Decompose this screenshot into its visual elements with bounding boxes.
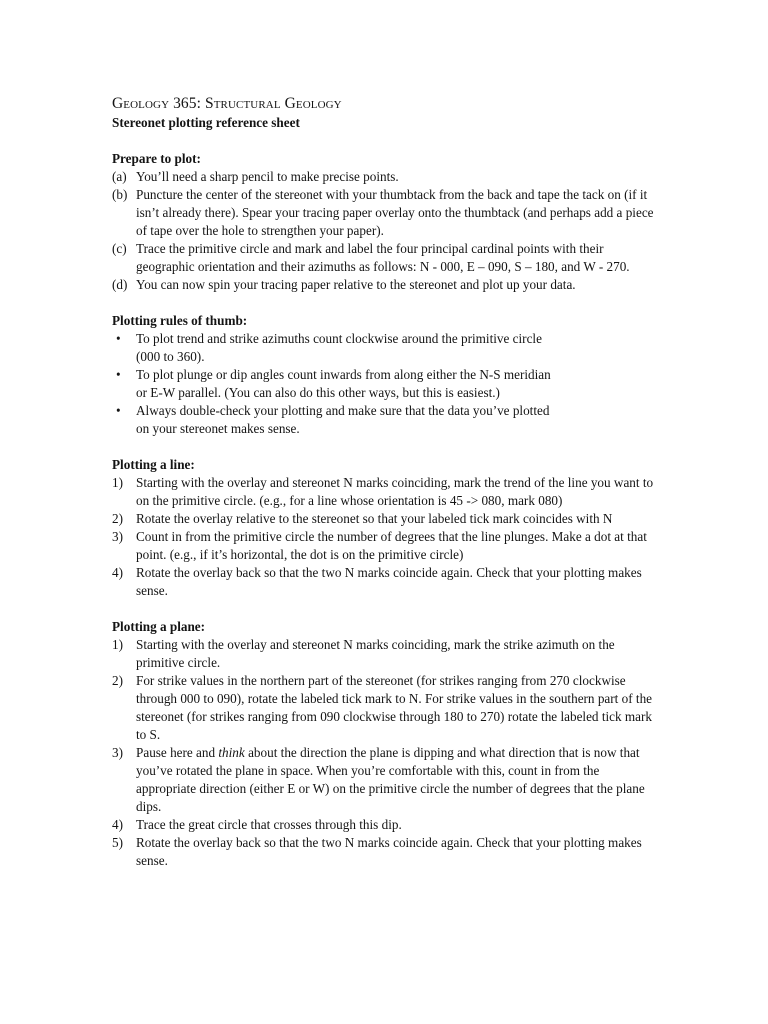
bullet-marker: • (116, 331, 121, 346)
list-item (112, 474, 660, 510)
item-text: For strike values in the northern part of the stereonet (for strikes ranging from 270 clockwise through 000 to 090), rotate the labeled tick mark to N. For strike values in the southern part of the stereonet (for strikes ranging from 090 clockwise through 180 to 270) rotate the labeled tick mark to S. (136, 673, 653, 742)
bullet-text-line2: or E-W parallel. (You can also do this other ways, but this is easiest.) (136, 385, 500, 400)
item-text: Trace the primitive circle and mark and label the four principal cardinal points with their geographic orientation and their azimuths as follows: N - 000, E – 090, S – 180, and W - 270. (136, 241, 630, 274)
item-text-pre: Pause here and (136, 745, 219, 760)
bullet-text-line2: (000 to 360). (136, 349, 205, 364)
item-marker: 5) (112, 835, 123, 850)
item-marker: (d) (112, 277, 128, 292)
list-item (112, 168, 660, 186)
section-heading: Plotting a line: (112, 457, 195, 472)
item-text: Rotate the overlay back so that the two N marks coincide again. Check that your plotting makes sense. (136, 835, 642, 868)
bullet-text-line1: To plot plunge or dip angles count inwards from along either the N-S meridian (136, 367, 551, 382)
bullet-item (112, 366, 660, 402)
bullet-item (112, 402, 660, 438)
rules-section (112, 312, 660, 438)
document-body (112, 94, 660, 870)
bullet-text-line1: To plot trend and strike azimuths count clockwise around the primitive circle (136, 331, 542, 346)
bullet-item (112, 330, 660, 366)
line-section (112, 456, 660, 600)
list-item (112, 528, 660, 564)
bullet-marker: • (116, 367, 121, 382)
item-text: Trace the great circle that crosses through this dip. (136, 817, 402, 832)
bullet-text-line1: Always double-check your plotting and make sure that the data you’ve plotted (136, 403, 550, 418)
item-marker: 2) (112, 673, 123, 688)
item-marker: (a) (112, 169, 127, 184)
list-item (112, 834, 660, 870)
list-item (112, 276, 660, 294)
section-heading: Plotting a plane: (112, 619, 206, 634)
item-text: Puncture the center of the stereonet with your thumbtack from the back and tape the tack on (if it isn’t already there). Spear your tracing paper overlay onto the thumbtack (and perhaps add a piece of tape over the hole to strengthen your paper). (136, 187, 654, 238)
item-marker: 1) (112, 475, 123, 490)
list-item (112, 240, 660, 276)
item-text: You’ll need a sharp pencil to make precise points. (136, 169, 399, 184)
list-item (112, 564, 660, 600)
bullet-marker: • (116, 403, 121, 418)
item-text: Starting with the overlay and stereonet N marks coinciding, mark the strike azimuth on the primitive circle. (136, 637, 615, 670)
list-item (112, 816, 660, 834)
item-text: Count in from the primitive circle the number of degrees that the line plunges. Make a dot at that point. (e.g., if it’s horizontal, the dot is on the primitive circle) (136, 529, 647, 562)
item-text (136, 744, 660, 816)
section-heading: Prepare to plot: (112, 151, 201, 166)
item-text: Rotate the overlay back so that the two N marks coincide again. Check that your plotting makes sense. (136, 565, 642, 598)
list-item (112, 672, 660, 744)
list-item (112, 744, 660, 816)
list-item (112, 186, 660, 240)
list-item (112, 510, 660, 528)
page-subtitle: Stereonet plotting reference sheet (112, 115, 300, 130)
plane-section (112, 618, 660, 870)
item-text: You can now spin your tracing paper relative to the stereonet and plot up your data. (136, 277, 576, 292)
item-marker: 3) (112, 745, 123, 760)
item-marker: 4) (112, 817, 123, 832)
list-item (112, 636, 660, 672)
item-text-emphasis: think (218, 745, 245, 760)
item-text: Starting with the overlay and stereonet N marks coinciding, mark the trend of the line you want to on the primitive circle. (e.g., for a line whose orientation is 45 -> 080, mark 080) (136, 475, 654, 508)
item-marker: 1) (112, 637, 123, 652)
item-marker: 2) (112, 511, 123, 526)
item-text: Rotate the overlay relative to the stereonet so that your labeled tick mark coincides with N (136, 511, 613, 526)
page-title: Geology 365: Structural Geology (112, 95, 342, 112)
item-marker: 3) (112, 529, 123, 544)
item-text-post: about the direction the plane is dipping and what direction that is now that you’ve rotated the plane in space. When you’re comfortable with this, count in from the appropriate direction (either E or W) on the primitive circle the number of degrees that the plane dips. (136, 745, 645, 814)
item-marker: (b) (112, 187, 128, 202)
item-marker: (c) (112, 241, 127, 256)
item-marker: 4) (112, 565, 123, 580)
prepare-section (112, 150, 660, 294)
bullet-text-line2: on your stereonet makes sense. (136, 421, 300, 436)
section-heading: Plotting rules of thumb: (112, 313, 248, 328)
